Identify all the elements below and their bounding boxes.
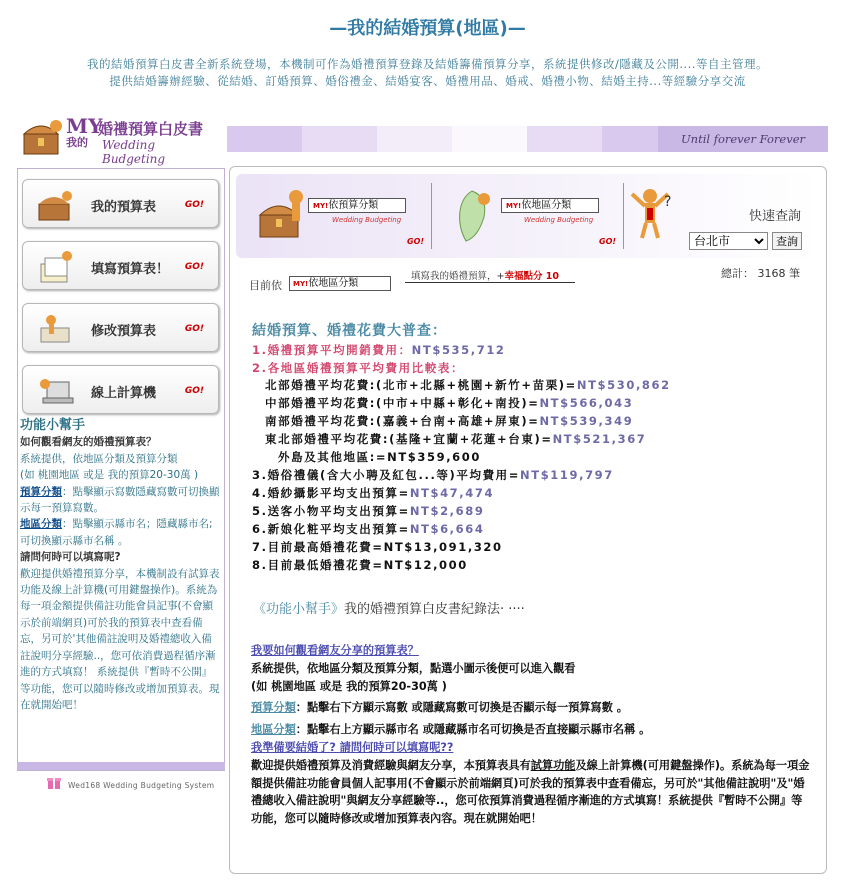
faq-a2: 歡迎提供婚禮預算及消費經驗與網友分享，本預算表具有試算功能及線上計算機(可用鍵盤操作)。系統為每一項金額提供備註功能會員個人記事用(不會顯示於前端網頁)可於我的預算表中查看備忘，另可於"其他備註說明"及"婚禮總收入備註說明"與網友分享經驗等..，您可依預算消費過程循序漸進的方式填寫！系統提供『暫時不公開』等功能，您可以隨時修改或增加預算表內容。現在就開始吧！ (251, 758, 810, 826)
faq-budget-cat-link[interactable]: 預算分類 (251, 701, 296, 715)
trial-feature-link[interactable]: 試算功能 (530, 758, 576, 772)
stat-makeup: 6.新娘化粧平均支出預算=NT$6,664 (252, 522, 485, 536)
stripe-swatch (302, 126, 377, 152)
go-badge: GO! (184, 324, 204, 334)
go-badge: GO! (184, 200, 204, 210)
fill-budget-note[interactable]: 填寫我的婚禮預算，+幸福點分 10 (411, 271, 559, 282)
helper-region-cat: 地區分類：點擊顯示縣市名；隱藏縣市名;可切換顯示縣市名稱 。 (20, 518, 213, 547)
helper-q2: 請問何時可以填寫呢? (20, 551, 121, 564)
treasure-chest-icon (37, 188, 75, 222)
treasure-chest-icon (18, 112, 66, 160)
go-badge: GO! (599, 237, 617, 246)
stat-avg-cost: 1.婚禮預算平均開銷費用：NT$535,712 (252, 343, 506, 357)
quick-search-label: 快速查詢 (749, 209, 802, 224)
tile-badge: MY!依地區分類 (501, 198, 599, 213)
stat-islands: 外島及其他地區:=NT$359,600 (278, 450, 481, 464)
current-filter-badge: MY!依地區分類 (289, 276, 391, 291)
helper-budget-cat: 預算分類：點擊顯示寫數隱藏寫數可切換顯示每一預算寫數。 (20, 485, 220, 515)
stat-photo: 4.婚紗攝影平均支出預算=NT$47,474 (252, 486, 495, 500)
go-badge: GO! (184, 386, 204, 396)
stat-east: 東北部婚禮平均花費:(基隆+宜蘭+花蓮+台東)=NT$521,367 (265, 432, 647, 446)
nav-label: 線上計算機 (91, 386, 157, 401)
stat-south: 南部婚禮平均花費:(嘉義+台南+高雄+屏東)=NT$539,349 (265, 414, 634, 428)
faq-a1a: 系統提供，依地區分類及預算分類，點選小圖示後便可以進入觀看 (251, 661, 576, 675)
intro-line-1: 我的結婚預算白皮書全新系統登場，本機制可作為婚禮預算登錄及結婚籌備預算分享，系統提供修改/隱藏及公開....等自主管理。 (87, 57, 768, 71)
stripe-swatch (227, 126, 302, 152)
helper-a1b: (如 桃園地區 或是 我的預算20-30萬 ) (20, 469, 199, 482)
tile-badge: MY!依預算分類 (308, 198, 406, 213)
helper-q1: 如何觀看網友的婚禮預算表？ (20, 436, 157, 449)
tile-subtitle: Wedding Budgeting (524, 216, 594, 224)
stripe-swatch (377, 126, 452, 152)
banner-tagline: Until forever Forever (658, 126, 828, 152)
stripe-swatch (527, 126, 602, 152)
logo[interactable] (18, 110, 218, 166)
helper-budget-cat-link[interactable]: 預算分類 (20, 485, 62, 498)
stat-region-heading: 2.各地區婚禮預算平均費用比較表： (252, 361, 465, 375)
gift-icon (46, 774, 62, 790)
stat-max: 7.目前最高婚禮花費=NT$13,091,320 (252, 540, 503, 554)
tile-subtitle: Wedding Budgeting (332, 216, 402, 224)
edit-figure-icon (37, 312, 75, 346)
faq-budget-cat: 預算分類：點擊右下方顯示寫數 或隱藏寫數可切換是否顯示每一預算寫數 。 (251, 701, 628, 715)
svg-text:?: ? (664, 194, 672, 210)
writing-figure-icon (37, 250, 75, 284)
stat-min: 8.目前最低婚禮花費=NT$12,000 (252, 558, 468, 572)
search-button[interactable]: 查詢 (772, 232, 802, 250)
question-figure-icon (628, 186, 680, 242)
faq-region-cat-link[interactable]: 地區分類 (251, 723, 296, 737)
sidebar-divider (17, 762, 225, 770)
laptop-figure-icon (37, 374, 75, 408)
helper-a1a: 系統提供，依地區分類及預算分類 (20, 452, 178, 465)
stat-customs: 3.婚俗禮儀(含大小聘及紅包...等)平均費用=NT$119,797 (252, 468, 614, 482)
taiwan-map-icon (448, 187, 498, 245)
treasure-chest-icon (254, 185, 312, 243)
helper-record-heading: 《功能小幫手》我的婚禮預算白皮書紀錄法· ···· (253, 602, 525, 617)
footer-text: Wed168 Wedding Budgeting System (68, 781, 215, 790)
stat-favors: 5.送客小物平均支出預算=NT$2,689 (252, 504, 485, 518)
nav-fill-budget[interactable] (22, 241, 219, 290)
region-select[interactable] (689, 232, 768, 250)
helper-a2: 歡迎提供婚禮預算分享，本機制設有試算表功能及線上計算機(可用鍵盤操作)。系統為每一項金額提供備註功能會員記事(不會顯示於前端網頁)可於我的預算表中查看備忘，另可於'其他備註說明及婚禮總收入備註說明分享經驗..，您可依消費過程循序漸進的方式填寫！ 系統提供『暫時不公開』等功能，您可以隨時修改或增加預算表。現在就開始吧！ (20, 567, 220, 711)
tile-budget-category[interactable] (252, 181, 424, 247)
stat-north: 北部婚禮平均花費:(北市+北縣+桃園+新竹+苗栗)=NT$530,862 (265, 378, 671, 392)
faq-region-cat: 地區分類：點擊右上方顯示縣市名 或隱藏縣市名可切換是否直接顯示縣市名稱 。 (251, 723, 651, 737)
nav-edit-budget[interactable] (22, 303, 219, 352)
faq-q1-link[interactable]: 我要如何觀看網友分享的預算表？ (251, 644, 419, 657)
stats-title: 結婚預算、婚禮花費大普查： (252, 323, 447, 339)
logo-my: MY (66, 114, 103, 138)
page-title: —我的結婚預算(地區)— (329, 18, 526, 39)
total-count: 總計： 3168 筆 (721, 267, 800, 280)
logo-title: 婚禮預算白皮書 (98, 120, 204, 138)
nav-label: 填寫預算表！ (91, 262, 170, 277)
go-badge: GO! (184, 262, 204, 272)
happy-points: 幸福點分 10 (504, 271, 559, 282)
stat-central: 中部婚禮平均花費:(中市+中縣+彰化+南投)=NT$566,043 (265, 396, 634, 410)
go-badge: GO! (407, 237, 425, 246)
helper-panel (17, 418, 225, 713)
note-underline (405, 282, 575, 283)
tile-divider (431, 183, 432, 249)
logo-mine: 我的 (66, 136, 88, 149)
tile-region-category[interactable] (442, 181, 620, 247)
current-filter-label: 目前依 (249, 279, 282, 292)
faq-q2-link[interactable]: 我準備要結婚了? 請問何時可以填寫呢?? (251, 740, 454, 754)
faq-a1b: (如 桃園地區 或是 我的預算20-30萬 ) (251, 679, 447, 693)
intro-line-2: 提供結婚籌辦經驗、從結婚、訂婚預算、婚俗禮金、結婚宴客、婚禮用品、婚戒、婚禮小物、結婚主持...等經驗分享交流 (109, 74, 746, 88)
nav-label: 修改預算表 (91, 324, 157, 339)
helper-region-cat-link[interactable]: 地區分類 (20, 518, 62, 531)
nav-label: 我的預算表 (91, 200, 157, 215)
logo-subtitle: Wedding Budgeting (102, 138, 166, 166)
nav-my-budget[interactable] (22, 179, 219, 228)
helper-title: 功能小幫手 (20, 418, 86, 433)
stripe-swatch (452, 126, 527, 152)
nav-calculator[interactable] (22, 365, 219, 414)
tile-divider (623, 183, 624, 249)
faq-section (251, 642, 811, 828)
